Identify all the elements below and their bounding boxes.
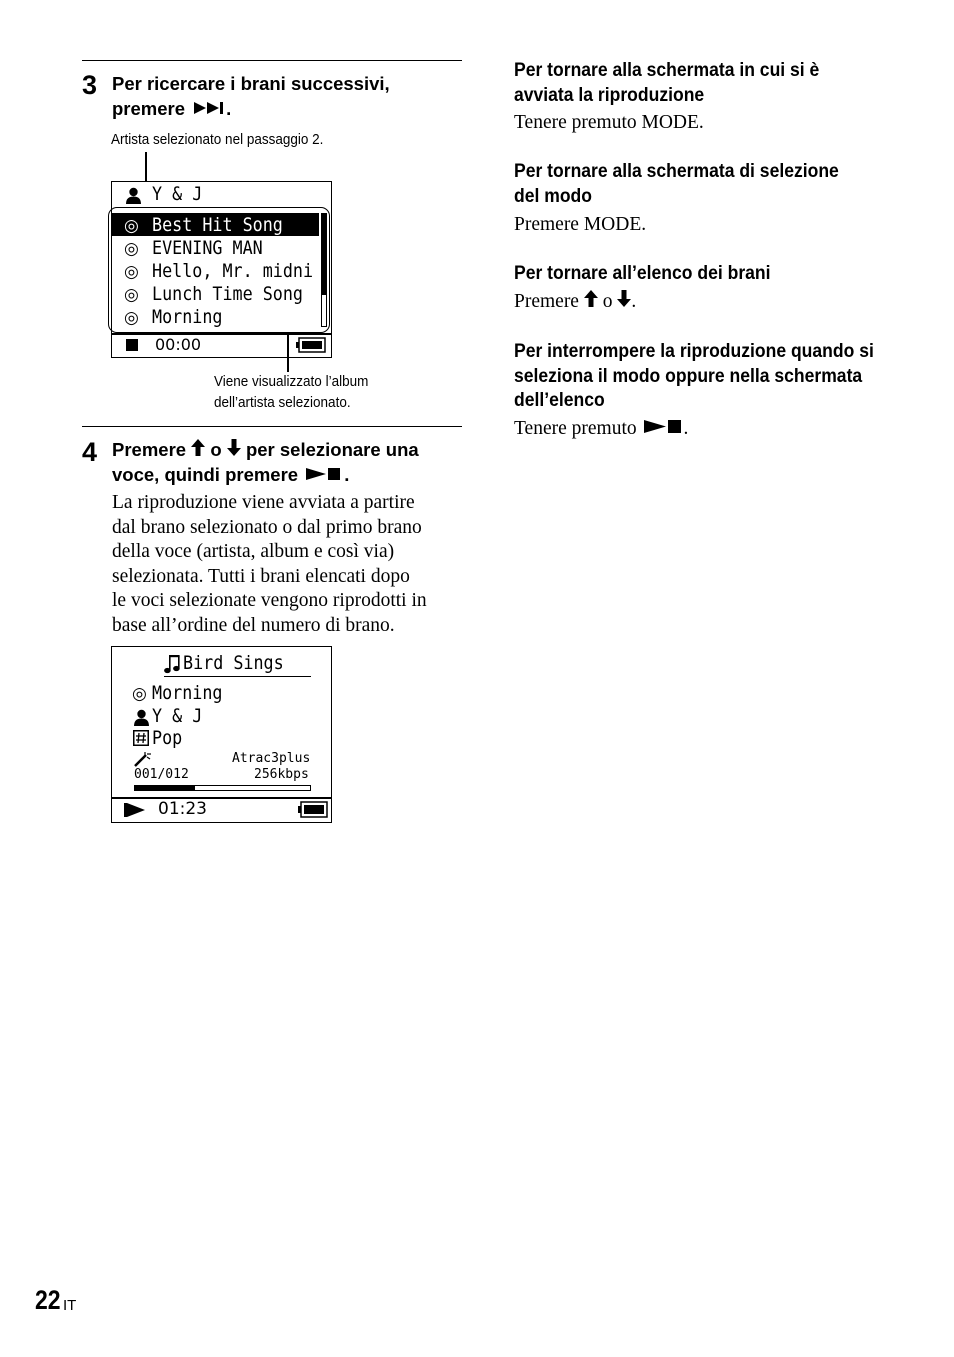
step-4-instruction [112,437,457,487]
progress-bar[interactable] [134,785,311,791]
screen-1-status-separator [112,333,331,335]
artist-icon [125,187,142,205]
step-4-body-line: selezionata. Tutti i brani elencati dopo [112,565,410,587]
caption-artist-selected: Artista selezionato nel passaggio 2. [111,131,324,148]
section-text-return-mode: Premere MODE. [514,214,647,235]
album-disc-icon: ◎ [124,308,139,328]
battery-icon [298,801,328,818]
up-arrow-icon [191,439,205,456]
page-language: IT [63,1297,77,1314]
album-list-scrollbar-thumb[interactable] [322,213,326,295]
album-label: EVENING MAN [152,237,263,259]
step-4-line-1: Premere o per selezionare una [112,439,419,460]
down-arrow-icon [227,439,241,456]
play-stop-icon [644,419,684,434]
battery-icon [296,337,326,353]
section-text-return-list: Premere o . [514,291,637,312]
screen-1-artist: Y & J [152,183,203,205]
lcd-album-list-screen [111,181,332,358]
section-heading-return-list: Per tornare all’elenco dei brani [514,262,771,284]
screen-2-genre: Pop [152,727,183,749]
down-arrow-icon [617,290,631,307]
album-label: Hello, Mr. midni [152,260,314,282]
next-track-icon [194,101,226,115]
album-label: Best Hit Song [152,214,283,236]
artist-icon [133,709,150,727]
screen-1-time: 00:00 [155,335,202,354]
lcd-now-playing-screen [111,646,332,823]
step-4-body [112,491,457,639]
section-heading-return-mode: Per tornare alla schermata di selezione del modo [514,160,839,207]
step-4-line-2: voce, quindi premere . [112,464,350,485]
section-heading-stop-playback: Per interrompere la riproduzione quando si seleziona il modo oppure nella schermata dell’elenco [514,340,874,411]
screen-2-track-counter: 001/012 [134,767,189,782]
album-label: Lunch Time Song [152,283,304,305]
step-3-number: 3 [82,70,98,100]
screen-2-status-separator [112,797,331,799]
screen-2-codec: Atrac3plus [232,751,311,766]
callout-line-album [287,334,289,372]
play-icon [124,802,146,818]
step-3-instruction [112,71,452,121]
top-rule-left [82,60,462,61]
step-3-line-1: Per ricercare i brani successivi, [112,73,390,94]
screen-2-bitrate: 256kbps [254,767,309,782]
music-note-icon [164,654,181,674]
screen-2-album: Morning [152,682,223,704]
screen-2-artist: Y & J [152,705,203,727]
album-label: Morning [152,306,223,328]
album-disc-icon: ◎ [124,262,139,282]
screen-2-title: Bird Sings [183,652,284,674]
album-disc-icon: ◎ [132,684,147,704]
section-text-return-playback: Tenere premuto MODE. [514,112,704,133]
screen-2-time: 01:23 [158,799,207,819]
genre-icon [133,730,149,746]
step-4-body-line: dal brano selezionato o dal primo brano [112,516,422,538]
album-disc-icon: ◎ [124,239,139,259]
step-3-line-2: premere . [112,98,232,119]
play-stop-icon [306,467,344,481]
album-disc-icon: ◎ [124,216,139,236]
section-text-stop-playback: Tenere premuto . [514,418,689,439]
caption-album-shown-2: dell’artista selezionato. [214,394,351,411]
progress-fill [135,786,195,790]
title-underline [164,676,311,677]
step-4-body-line: La riproduzione viene avviata a partire [112,492,415,513]
codec-wand-icon [134,751,152,767]
up-arrow-icon [584,290,598,307]
section-heading-return-playback: Per tornare alla schermata in cui si è avviata la riproduzione [514,59,820,106]
step-4-body-line: della voce (artista, album e così via) [112,541,395,563]
step-4-body-line: base all’ordine del numero di brano. [112,614,395,636]
step-4-body-line: le voci selezionate vengono riprodotti in [112,590,427,612]
step-4-number: 4 [82,437,98,467]
mid-rule-left [82,426,462,427]
album-disc-icon: ◎ [124,285,139,305]
caption-album-shown-1: Viene visualizzato l’album [214,373,369,390]
page-number: 22 [35,1285,61,1315]
stop-icon [126,339,138,351]
